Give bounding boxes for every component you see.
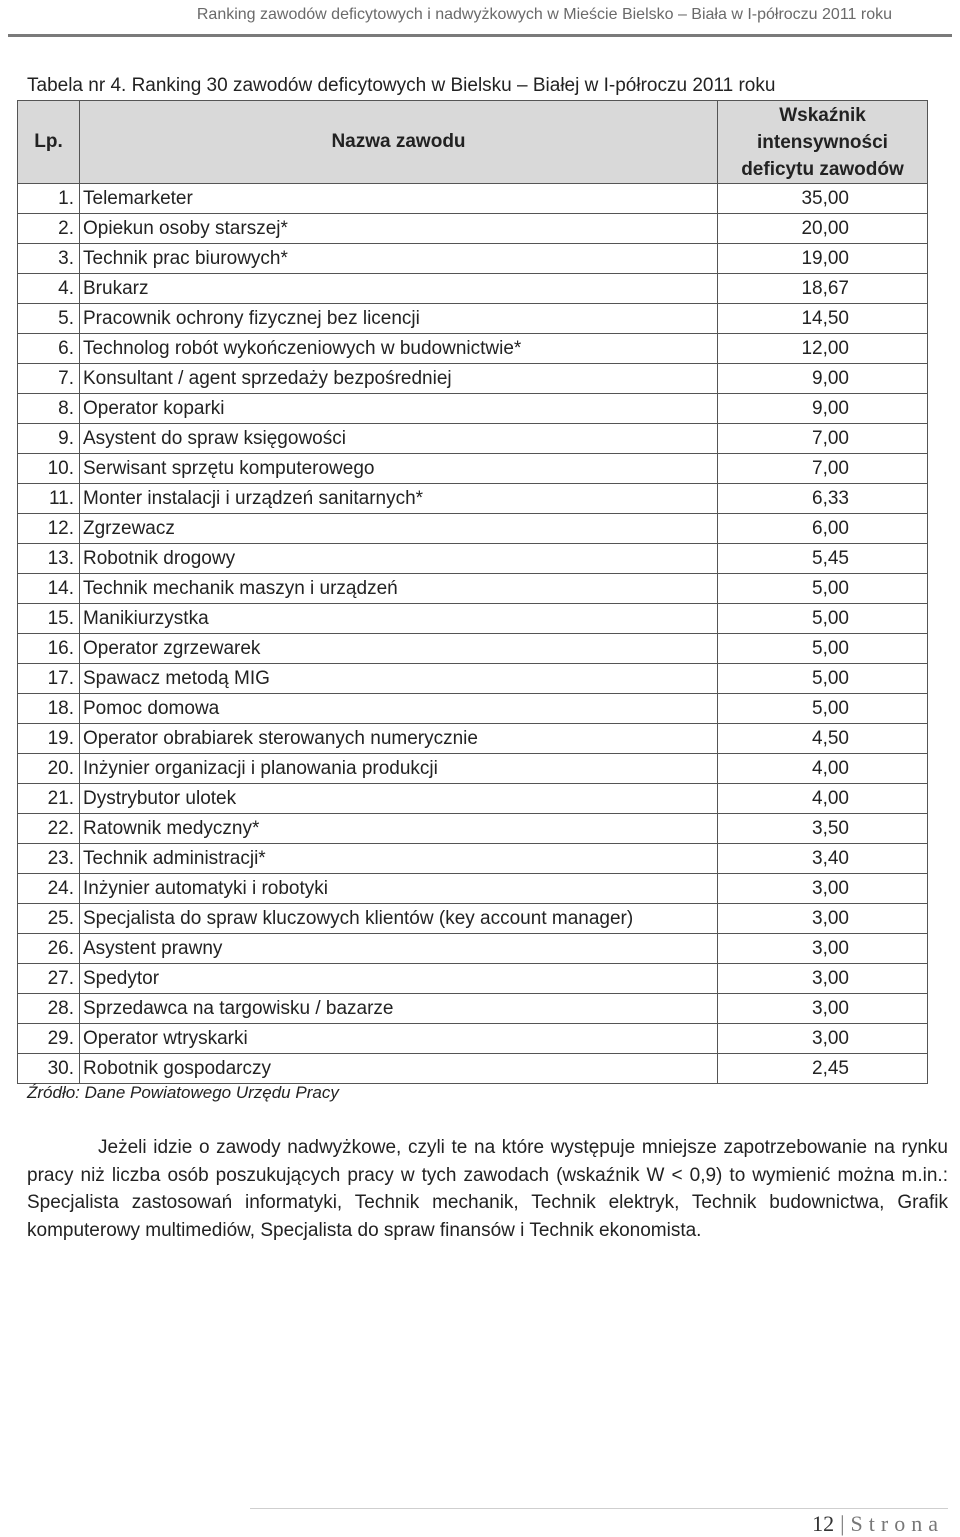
row-indicator-value: 6,33 [718,484,928,514]
table-row [18,604,928,634]
row-indicator-value: 7,00 [718,454,928,484]
row-occupation-name: Technik prac biurowych* [80,244,718,274]
row-occupation-name: Technik administracji* [80,844,718,874]
table-row [18,1054,928,1084]
row-lp: 3. [18,244,80,274]
table-row [18,694,928,724]
table-row [18,274,928,304]
table-caption: Tabela nr 4. Ranking 30 zawodów deficytowych w Bielsku – Białej w I-półroczu 2011 roku [27,75,776,96]
row-occupation-name: Sprzedawca na targowisku / bazarze [80,994,718,1024]
row-lp: 15. [18,604,80,634]
row-occupation-name: Spedytor [80,964,718,994]
row-lp: 14. [18,574,80,604]
row-lp: 21. [18,784,80,814]
row-indicator-value: 3,00 [718,874,928,904]
row-lp: 24. [18,874,80,904]
row-indicator-value: 3,00 [718,904,928,934]
page-label: Strona [850,1511,944,1536]
row-occupation-name: Pracownik ochrony fizycznej bez licencji [80,304,718,334]
row-occupation-name: Operator wtryskarki [80,1024,718,1054]
row-occupation-name: Asystent prawny [80,934,718,964]
row-lp: 27. [18,964,80,994]
row-occupation-name: Robotnik drogowy [80,544,718,574]
row-indicator-value: 5,00 [718,664,928,694]
table-row [18,454,928,484]
table-row [18,664,928,694]
header-indicator-line-1: Wskaźnik [779,104,866,126]
row-occupation-name: Technolog robót wykończeniowych w budownictwie* [80,334,718,364]
header-divider [8,34,952,37]
row-lp: 20. [18,754,80,784]
row-occupation-name: Spawacz metodą MIG [80,664,718,694]
row-lp: 29. [18,1024,80,1054]
row-lp: 16. [18,634,80,664]
row-lp: 22. [18,814,80,844]
row-indicator-value: 3,00 [718,1024,928,1054]
running-title: Ranking zawodów deficytowych i nadwyżkowych w Mieście Bielsko – Biała w I-półroczu 2011 roku [196,6,892,23]
row-lp: 23. [18,844,80,874]
row-lp: 19. [18,724,80,754]
row-lp: 26. [18,934,80,964]
footer-separator: | [840,1511,845,1536]
row-indicator-value: 14,50 [718,304,928,334]
row-lp: 1. [18,184,80,214]
table-row [18,904,928,934]
table-header-row [18,101,928,184]
row-occupation-name: Brukarz [80,274,718,304]
row-indicator-value: 9,00 [718,364,928,394]
table-row [18,214,928,244]
page-number: 12 [812,1511,835,1536]
table-row [18,574,928,604]
row-occupation-name: Opiekun osoby starszej* [80,214,718,244]
deficit-occupations-table [17,100,928,1084]
row-indicator-value: 35,00 [718,184,928,214]
header-deficit-indicator [718,101,928,184]
row-indicator-value: 5,00 [718,574,928,604]
table-row [18,184,928,214]
row-indicator-value: 5,00 [718,694,928,724]
row-lp: 8. [18,394,80,424]
row-indicator-value: 2,45 [718,1054,928,1084]
row-lp: 5. [18,304,80,334]
row-occupation-name: Inżynier automatyki i robotyki [80,874,718,904]
row-occupation-name: Operator obrabiarek sterowanych numerycznie [80,724,718,754]
table-row [18,874,928,904]
row-occupation-name: Operator zgrzewarek [80,634,718,664]
table-row [18,814,928,844]
table-row [18,304,928,334]
row-indicator-value: 3,50 [718,814,928,844]
row-indicator-value: 20,00 [718,214,928,244]
table-row [18,244,928,274]
row-indicator-value: 4,00 [718,754,928,784]
page-header [0,0,960,34]
row-occupation-name: Manikiurzystka [80,604,718,634]
row-occupation-name: Technik mechanik maszyn i urządzeń [80,574,718,604]
row-lp: 7. [18,364,80,394]
row-lp: 9. [18,424,80,454]
table-body [18,184,928,1084]
row-lp: 6. [18,334,80,364]
row-indicator-value: 3,00 [718,994,928,1024]
row-lp: 18. [18,694,80,724]
row-lp: 30. [18,1054,80,1084]
table-row [18,334,928,364]
row-indicator-value: 5,00 [718,604,928,634]
row-lp: 13. [18,544,80,574]
row-occupation-name: Konsultant / agent sprzedaży bezpośredniej [80,364,718,394]
table-row [18,724,928,754]
table-row [18,994,928,1024]
row-indicator-value: 4,00 [718,784,928,814]
row-lp: 11. [18,484,80,514]
table-row [18,634,928,664]
header-occupation-name: Nazwa zawodu [80,101,718,184]
row-lp: 12. [18,514,80,544]
row-indicator-value: 19,00 [718,244,928,274]
row-occupation-name: Monter instalacji i urządzeń sanitarnych* [80,484,718,514]
surplus-occupations-paragraph: Jeżeli idzie o zawody nadwyżkowe, czyli te na które występuje mniejsze zapotrzebowanie na rynku pracy niż liczba osób poszukujących pracy w tych zawodach (wskaźnik W < 0,9) to wymienić można m.in.: Specjalista zastosowań informatyki, Technik mechanik, Technik elektryk, Technik budownictwa, Grafik komputerowy multimediów, Specjalista do spraw finansów i Technik ekonomista. [27,1137,948,1241]
source-note: Źródło: Dane Powiatowego Urzędu Pracy [27,1083,339,1102]
row-lp: 17. [18,664,80,694]
row-lp: 25. [18,904,80,934]
table-row [18,844,928,874]
table-row [18,934,928,964]
table-row [18,484,928,514]
table-row [18,364,928,394]
row-lp: 4. [18,274,80,304]
header-indicator-line-3: deficytu zawodów [741,158,904,180]
row-lp: 2. [18,214,80,244]
table-row [18,754,928,784]
row-lp: 10. [18,454,80,484]
row-occupation-name: Serwisant sprzętu komputerowego [80,454,718,484]
row-indicator-value: 3,00 [718,964,928,994]
header-indicator-line-2: intensywności [757,131,888,153]
row-occupation-name: Pomoc domowa [80,694,718,724]
table-row [18,514,928,544]
row-occupation-name: Telemarketer [80,184,718,214]
row-occupation-name: Zgrzewacz [80,514,718,544]
page-footer [812,1511,944,1537]
row-occupation-name: Robotnik gospodarczy [80,1054,718,1084]
row-occupation-name: Inżynier organizacji i planowania produkcji [80,754,718,784]
row-indicator-value: 9,00 [718,394,928,424]
footer-divider [250,1508,948,1509]
row-occupation-name: Operator koparki [80,394,718,424]
table-row [18,394,928,424]
row-occupation-name: Ratownik medyczny* [80,814,718,844]
row-indicator-value: 6,00 [718,514,928,544]
header-lp: Lp. [18,101,80,184]
row-indicator-value: 3,40 [718,844,928,874]
row-indicator-value: 4,50 [718,724,928,754]
row-indicator-value: 5,00 [718,634,928,664]
table-row [18,1024,928,1054]
row-occupation-name: Specjalista do spraw kluczowych klientów (key account manager) [80,904,718,934]
row-indicator-value: 3,00 [718,934,928,964]
table-row [18,964,928,994]
table-row [18,784,928,814]
table-row [18,424,928,454]
row-indicator-value: 12,00 [718,334,928,364]
row-indicator-value: 18,67 [718,274,928,304]
row-occupation-name: Asystent do spraw księgowości [80,424,718,454]
row-lp: 28. [18,994,80,1024]
table-row [18,544,928,574]
row-indicator-value: 5,45 [718,544,928,574]
row-indicator-value: 7,00 [718,424,928,454]
row-occupation-name: Dystrybutor ulotek [80,784,718,814]
